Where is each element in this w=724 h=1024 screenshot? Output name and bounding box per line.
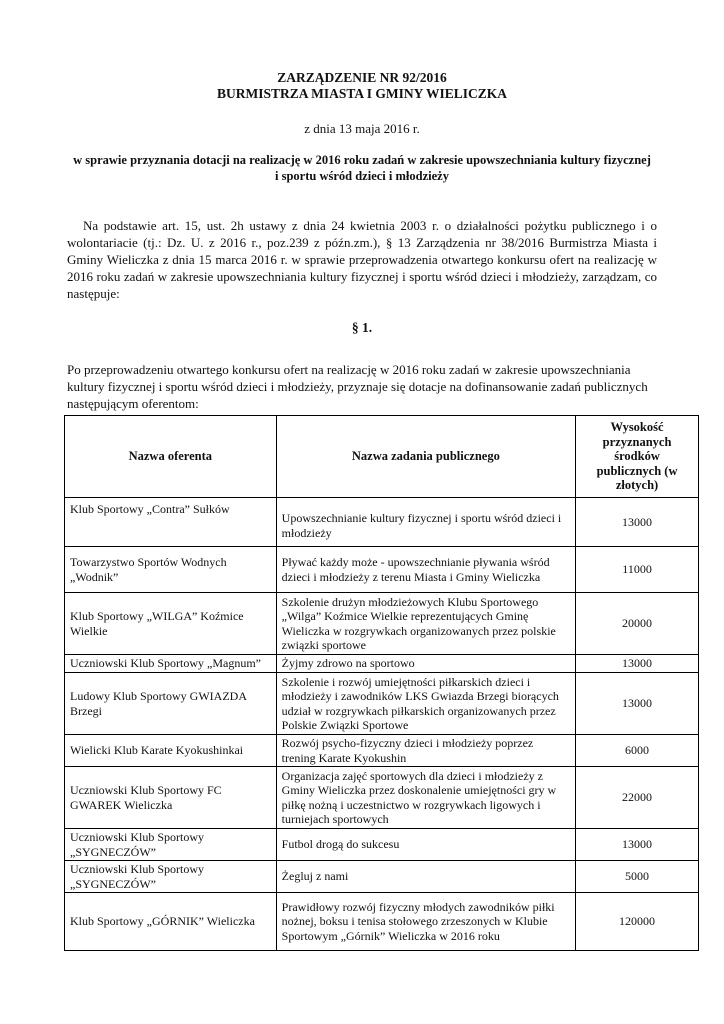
cell-kwota: 22000 <box>576 767 699 829</box>
cell-oferent: Towarzystwo Sportów Wodnych „Wodnik” <box>65 547 277 593</box>
cell-oferent: Uczniowski Klub Sportowy „SYGNECZÓW” <box>65 829 277 861</box>
cell-zadanie: Żyjmy zdrowo na sportowo <box>276 655 575 673</box>
section-mark: § 1. <box>351 320 373 335</box>
cell-kwota: 13000 <box>576 673 699 735</box>
document-subject: w sprawie przyznania dotacji na realizację w 2016 roku zadań w zakresie upowszechniania kultury fizycznej i sportu wśród dzieci i młodzieży <box>73 153 651 183</box>
table-row <box>65 673 699 735</box>
cell-kwota: 6000 <box>576 735 699 767</box>
cell-oferent: Klub Sportowy „Contra” Sułków <box>65 498 277 547</box>
cell-oferent: Ludowy Klub Sportowy GWIAZDA Brzegi <box>65 673 277 735</box>
cell-zadanie: Szkolenie i rozwój umiejętności piłkarskich dzieci i młodzieży i zawodników LKS Gwiazda Brzegi biorących udział w rozgrywkach piłkarskich organizowanych przez Polskie Związki Sportowe <box>276 673 575 735</box>
cell-zadanie: Szkolenie drużyn młodzieżowych Klubu Sportowego „Wilga” Koźmice Wielkie reprezentujących Gminę Wieliczka w rozgrywkach organizowanych przez polskie związki sportowe <box>276 593 575 655</box>
preamble-paragraph: Na podstawie art. 15, ust. 2h ustawy z dnia 24 kwietnia 2003 r. o działalności pożytku publicznego i o wolontariacie (tj.: Dz. U. z 2016 r., poz.239 z późn.zm.), § 13 Zarządzenia nr 38/2016 Burmistrza Miasta i Gminy Wieliczka z dnia 15 marca 2016 r. w sprawie przeprowadzenia otwartego konkursu ofert na realizację w 2016 roku zadań w zakresie upowszechniania kultury fizycznej i sportu wśród dzieci i młodzieży, zarządzam, co następuje: <box>67 218 657 301</box>
table-row <box>65 767 699 829</box>
cell-kwota: 13000 <box>576 829 699 861</box>
cell-kwota: 11000 <box>576 547 699 593</box>
cell-kwota: 13000 <box>576 655 699 673</box>
cell-zadanie: Futbol drogą do sukcesu <box>276 829 575 861</box>
table-row <box>65 893 699 951</box>
cell-kwota: 5000 <box>576 861 699 893</box>
cell-zadanie: Organizacja zajęć sportowych dla dzieci i młodzieży z Gminy Wieliczka przez doskonalenie umiejętności gry w piłkę nożną i uczestnictwo w rozgrywkach ligowych i turniejach sportowych <box>276 767 575 829</box>
cell-kwota: 13000 <box>576 498 699 547</box>
cell-kwota: 120000 <box>576 893 699 951</box>
table-header-row <box>65 416 699 498</box>
document-title-line2: BURMISTRZA MIASTA I GMINY WIELICZKA <box>216 86 508 101</box>
cell-oferent: Klub Sportowy „WILGA” Koźmice Wielkie <box>65 593 277 655</box>
cell-zadanie: Pływać każdy może - upowszechnianie pływania wśród dzieci i młodzieży z terenu Miasta i Gminy Wieliczka <box>276 547 575 593</box>
grants-table <box>64 415 699 951</box>
table-row <box>65 735 699 767</box>
table-row <box>65 655 699 673</box>
table-row <box>65 829 699 861</box>
table-row <box>65 861 699 893</box>
document-title-line1: ZARZĄDZENIE NR 92/2016 <box>277 70 447 85</box>
table-row <box>65 547 699 593</box>
header-oferent: Nazwa oferenta <box>65 416 277 498</box>
table-row <box>65 498 699 547</box>
document-date: z dnia 13 maja 2016 r. <box>304 121 420 136</box>
cell-kwota: 20000 <box>576 593 699 655</box>
header-kwota: Wysokość przyznanych środków publicznych (w złotych) <box>576 416 699 498</box>
cell-zadanie: Prawidłowy rozwój fizyczny młodych zawodników piłki nożnej, boksu i tenisa stołowego zrzeszonych w Klubie Sportowym „Górnik” Wieliczka w 2016 roku <box>276 893 575 951</box>
cell-oferent: Wielicki Klub Karate Kyokushinkai <box>65 735 277 767</box>
cell-zadanie: Rozwój psycho-fizyczny dzieci i młodzieży poprzez trening Karate Kyokushin <box>276 735 575 767</box>
table-row <box>65 593 699 655</box>
section-paragraph: Po przeprowadzeniu otwartego konkursu ofert na realizację w 2016 roku zadań w zakresie upowszechniania kultury fizycznej i sportu wśród dzieci i młodzieży, przyznaje się dotacje na dofinansowanie zadań publicznych następującym oferentom: <box>67 362 648 411</box>
cell-zadanie: Upowszechnianie kultury fizycznej i sportu wśród dzieci i młodzieży <box>276 498 575 547</box>
cell-oferent: Uczniowski Klub Sportowy FC GWAREK Wieliczka <box>65 767 277 829</box>
cell-oferent: Uczniowski Klub Sportowy „SYGNECZÓW” <box>65 861 277 893</box>
cell-zadanie: Żegluj z nami <box>276 861 575 893</box>
cell-oferent: Uczniowski Klub Sportowy „Magnum” <box>65 655 277 673</box>
header-zadanie: Nazwa zadania publicznego <box>276 416 575 498</box>
cell-oferent: Klub Sportowy „GÓRNIK” Wieliczka <box>65 893 277 951</box>
